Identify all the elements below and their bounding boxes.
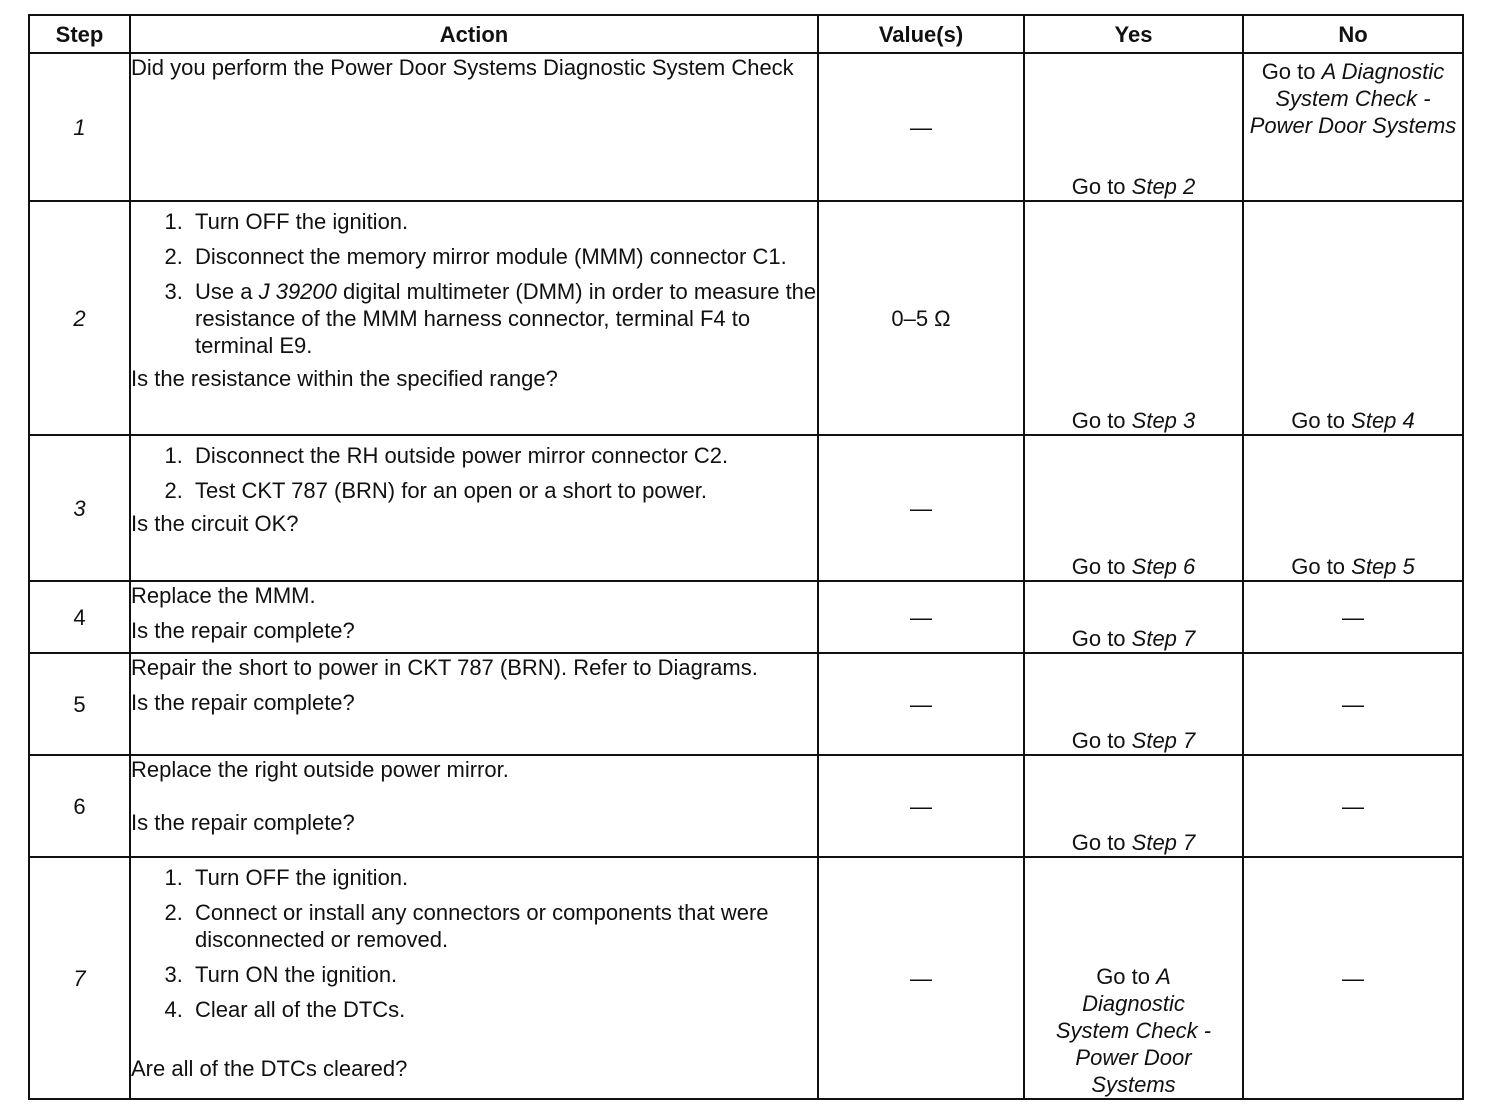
table-row <box>29 581 1463 653</box>
yes-link[interactable]: A Diagnostic System Check - Power Door Systems <box>1055 964 1212 1097</box>
yes-cell[interactable] <box>1024 653 1243 755</box>
step-number: 6 <box>29 755 130 857</box>
yes-cell[interactable] <box>1024 53 1243 201</box>
list-item: 2. Test CKT 787 (BRN) for an open or a short to power. <box>189 477 817 504</box>
list-item <box>189 278 817 359</box>
yes-prefix: Go to <box>1096 964 1157 989</box>
table-row <box>29 857 1463 1099</box>
yes-prefix: Go to <box>1071 554 1132 579</box>
step-number: 7 <box>29 857 130 1099</box>
no-cell: — <box>1243 581 1463 653</box>
yes-cell[interactable] <box>1024 857 1243 1099</box>
action-cell <box>130 755 818 857</box>
no-cell: — <box>1243 653 1463 755</box>
procedure-list <box>131 208 817 359</box>
table-row <box>29 201 1463 435</box>
no-link[interactable]: Step 5 <box>1351 554 1415 579</box>
action-cell <box>130 201 818 435</box>
yes-cell[interactable] <box>1024 201 1243 435</box>
header-action: Action <box>130 15 818 53</box>
list-item: 2. Connect or install any connectors or components that were disconnected or removed. <box>189 899 817 953</box>
action-cell <box>130 653 818 755</box>
list-item: 3. Turn ON the ignition. <box>189 961 817 988</box>
action-text: Replace the right outside power mirror. <box>131 757 509 782</box>
action-text: Did you perform the Power Door Systems Diagnostic System Check <box>131 55 794 80</box>
yes-link[interactable]: Step 7 <box>1131 830 1196 855</box>
procedure-list <box>131 864 817 1023</box>
no-link[interactable]: A Diagnostic System Check - Power Door Systems <box>1249 59 1457 138</box>
list-item: 1. Turn OFF the ignition. <box>189 864 817 891</box>
list-item: 4. Clear all of the DTCs. <box>189 996 817 1023</box>
diagnostic-table <box>28 14 1464 1100</box>
header-values: Value(s) <box>818 15 1024 53</box>
header-row <box>29 15 1463 53</box>
step-number: 5 <box>29 653 130 755</box>
value-cell: — <box>818 755 1024 857</box>
yes-link[interactable]: Step 3 <box>1131 408 1196 433</box>
yes-prefix: Go to <box>1071 728 1132 753</box>
action-cell <box>130 435 818 581</box>
action-text: Replace the MMM. <box>131 583 316 608</box>
step3-pre: Use a <box>195 279 259 304</box>
list-item: 2. Disconnect the memory mirror module (MMM) connector C1. <box>189 243 817 270</box>
list-item: 1. Turn OFF the ignition. <box>189 208 817 235</box>
no-prefix: Go to <box>1261 59 1322 84</box>
yes-prefix: Go to <box>1071 830 1132 855</box>
no-prefix: Go to <box>1291 408 1352 433</box>
action-cell <box>130 53 818 201</box>
action-cell <box>130 857 818 1099</box>
table-row <box>29 435 1463 581</box>
tool-number: J 39200 <box>258 279 337 304</box>
question-text: Is the repair complete? <box>131 690 355 715</box>
value-cell: — <box>818 435 1024 581</box>
question-text: Is the repair complete? <box>131 810 355 835</box>
step-number: 1 <box>29 53 130 201</box>
question-text: Is the repair complete? <box>131 618 355 643</box>
no-cell: — <box>1243 857 1463 1099</box>
step-number: 3 <box>29 435 130 581</box>
procedure-list <box>131 442 817 504</box>
no-cell[interactable] <box>1243 53 1463 201</box>
value-cell: — <box>818 857 1024 1099</box>
table-row <box>29 53 1463 201</box>
yes-cell[interactable] <box>1024 435 1243 581</box>
yes-link[interactable]: Step 2 <box>1131 174 1196 199</box>
action-cell <box>130 581 818 653</box>
yes-link[interactable]: Step 6 <box>1131 554 1196 579</box>
no-cell: — <box>1243 755 1463 857</box>
step-number: 4 <box>29 581 130 653</box>
yes-cell[interactable] <box>1024 581 1243 653</box>
yes-prefix: Go to <box>1071 626 1132 651</box>
no-prefix: Go to <box>1291 554 1352 579</box>
value-cell: 0–5 Ω <box>818 201 1024 435</box>
yes-link[interactable]: Step 7 <box>1131 626 1196 651</box>
no-link[interactable]: Step 4 <box>1351 408 1415 433</box>
question-text: Is the resistance within the specified range? <box>131 366 558 391</box>
header-yes: Yes <box>1024 15 1243 53</box>
list-item: 1. Disconnect the RH outside power mirror connector C2. <box>189 442 817 469</box>
spacer <box>131 783 817 809</box>
header-no: No <box>1243 15 1463 53</box>
question-text: Are all of the DTCs cleared? <box>131 1056 408 1081</box>
yes-prefix: Go to <box>1071 174 1132 199</box>
table-row <box>29 755 1463 857</box>
no-cell[interactable] <box>1243 435 1463 581</box>
action-text: Repair the short to power in CKT 787 (BRN). Refer to Diagrams. <box>131 655 758 680</box>
yes-prefix: Go to <box>1071 408 1132 433</box>
no-cell[interactable] <box>1243 201 1463 435</box>
value-cell: — <box>818 653 1024 755</box>
spacer <box>131 1029 817 1055</box>
yes-link[interactable]: Step 7 <box>1131 728 1196 753</box>
step3-post: digital multimeter (DMM) in order to measure the resistance of the MMM harness connector, terminal F4 to terminal E9. <box>195 279 817 358</box>
step-number: 2 <box>29 201 130 435</box>
header-step: Step <box>29 15 130 53</box>
value-cell: — <box>818 53 1024 201</box>
question-text: Is the circuit OK? <box>131 511 299 536</box>
table-row <box>29 653 1463 755</box>
yes-cell[interactable] <box>1024 755 1243 857</box>
value-cell: — <box>818 581 1024 653</box>
